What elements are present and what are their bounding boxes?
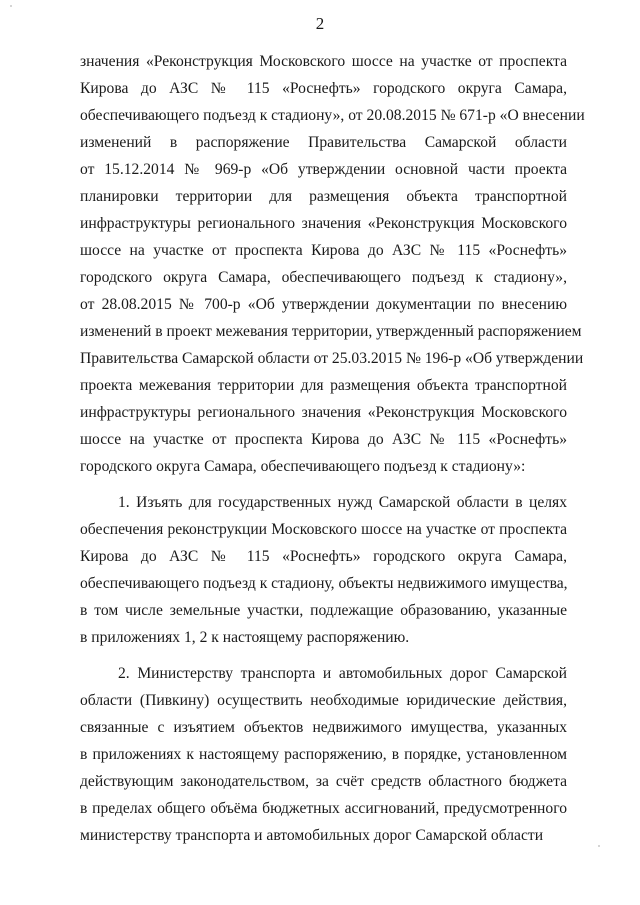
text-line: в приложениях к настоящему распоряжению, в порядке, установленном: [80, 746, 567, 763]
text-line: проекта межевания территории для размещения объекта транспортной: [80, 377, 567, 394]
text-line: шоссе на участке от проспекта Кирова до АЗС № 115 «Роснефть»: [80, 431, 567, 448]
paragraph: [80, 489, 567, 651]
paragraph: [80, 48, 585, 480]
text-line: городского округа Самара, обеспечивающего подъезд к стадиону»:: [80, 458, 526, 475]
text-line: обеспечения реконструкции Московского шоссе на участке от проспекта: [80, 521, 567, 538]
text-line: связанные с изъятием объектов недвижимого имущества, указанных: [80, 719, 567, 736]
text-line: от 15.12.2014 № 969-р «Об утверждении основной части проекта: [80, 161, 567, 178]
text-line: 1. Изъять для государственных нужд Самарской области в целях: [118, 494, 567, 511]
page-number: 2: [315, 14, 325, 33]
text-line: министерству транспорта и автомобильных дорог Самарской области: [80, 827, 544, 844]
text-line: в том числе земельные участки, подлежащие образованию, указанные: [80, 602, 567, 619]
text-line: в приложениях 1, 2 к настоящему распоряжению.: [80, 629, 410, 646]
document-body: [80, 48, 585, 849]
text-line: городского округа Самара, обеспечивающего подъезд к стадиону»,: [80, 269, 567, 286]
text-line: области (Пивкину) осуществить необходимые юридические действия,: [80, 692, 567, 709]
paragraph: [80, 660, 567, 849]
text-line: обеспечивающего подъезд к стадиону, объекты недвижимого имущества,: [80, 575, 568, 592]
text-line: значения «Реконструкция Московского шоссе на участке от проспекта: [80, 53, 567, 70]
paragraph-gap: [80, 651, 567, 660]
scan-speck: [598, 845, 600, 847]
text-line: от 28.08.2015 № 700-р «Об утверждении документации по внесению: [80, 296, 567, 313]
text-line: планировки территории для размещения объекта транспортной: [80, 188, 567, 205]
text-line: в пределах общего объёма бюджетных ассигнований, предусмотренного: [80, 800, 567, 817]
text-line: обеспечивающего подъезд к стадиону», от 20.08.2015 № 671-р «О внесении: [80, 107, 585, 124]
text-line: Правительства Самарской области от 25.03.2015 № 196-р «Об утверждении: [80, 350, 584, 367]
text-line: изменений в распоряжение Правительства Самарской области: [80, 134, 567, 151]
text-line: шоссе на участке от проспекта Кирова до АЗС № 115 «Роснефть»: [80, 242, 567, 259]
scan-speck: [10, 5, 12, 7]
paragraph-gap: [80, 480, 567, 489]
text-line: изменений в проект межевания территории, утвержденный распоряжением: [80, 323, 582, 340]
text-line: Кирова до АЗС № 115 «Роснефть» городского округа Самара,: [80, 80, 567, 97]
text-line: инфраструктуры регионального значения «Реконструкция Московского: [80, 215, 567, 232]
text-line: 2. Министерству транспорта и автомобильных дорог Самарской: [118, 665, 567, 682]
text-line: Кирова до АЗС № 115 «Роснефть» городского округа Самара,: [80, 548, 567, 565]
text-line: действующим законодательством, за счёт средств областного бюджета: [80, 773, 567, 790]
text-line: инфраструктуры регионального значения «Реконструкция Московского: [80, 404, 567, 421]
